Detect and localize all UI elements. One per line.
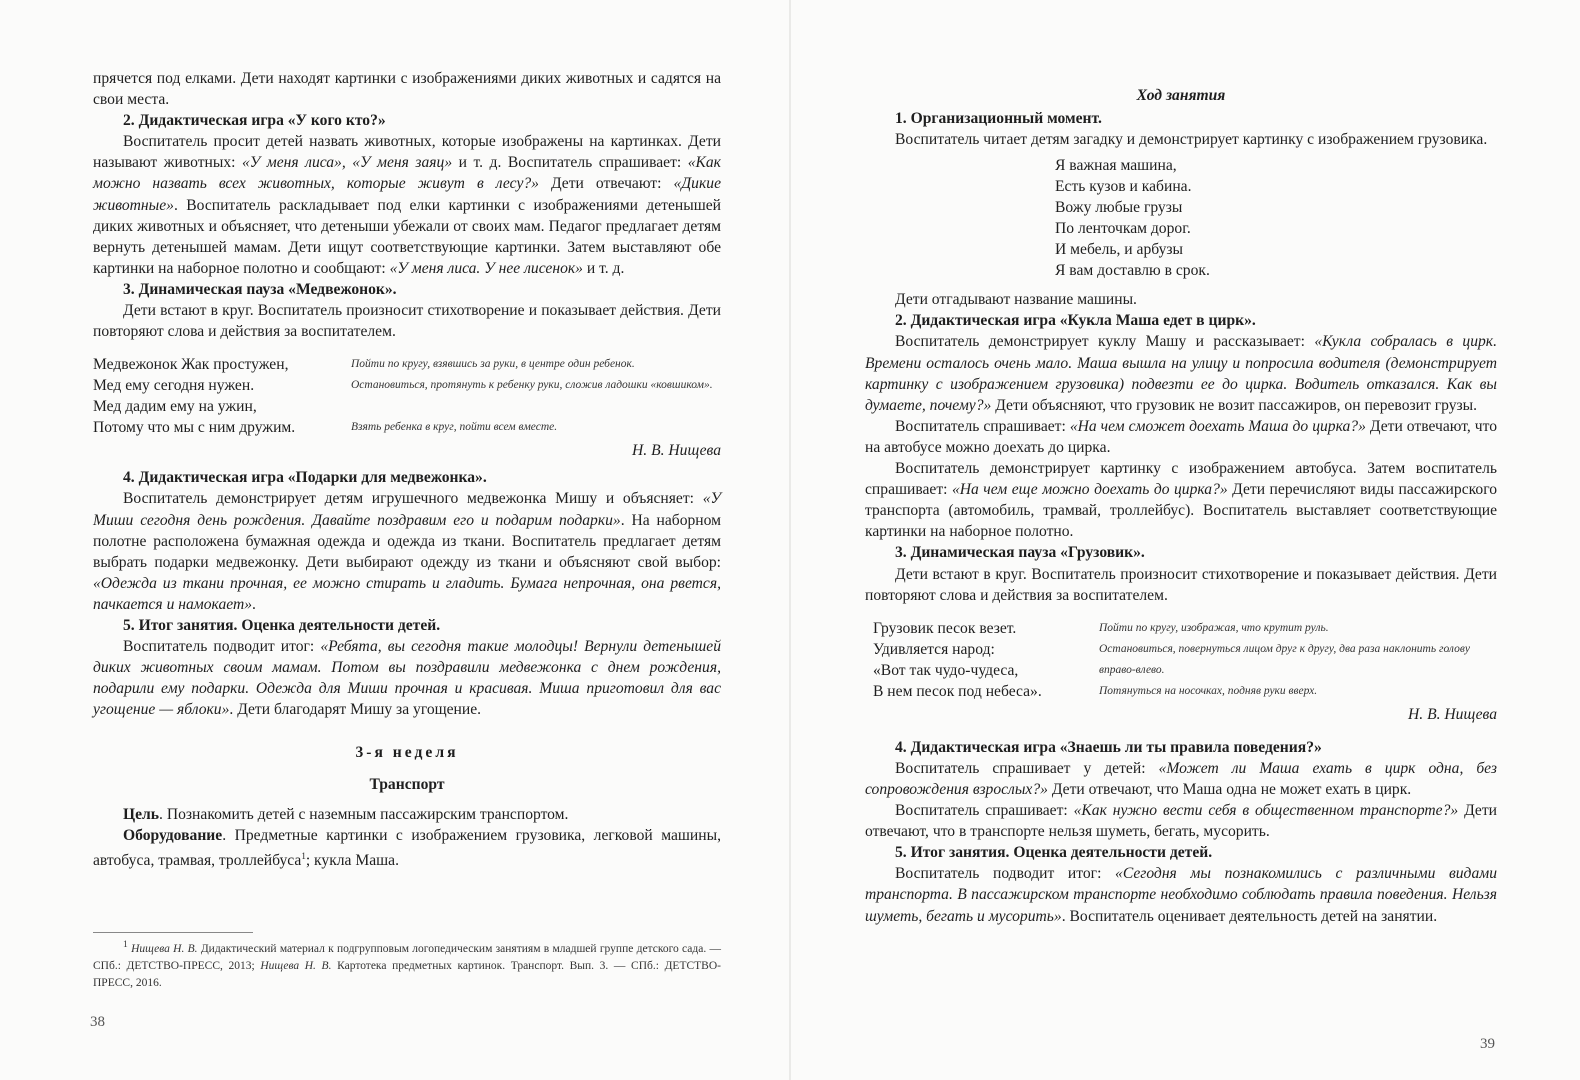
poem-action: Взять ребенка в круг, пойти всем вместе.	[351, 421, 558, 434]
poem-action: Пойти по кругу, взявшись за руки, в центре один ребенок.	[351, 358, 635, 371]
week-heading: 3-я неделя	[355, 744, 459, 762]
paragraph-pause-intro: Дети встают в круг. Воспитатель произносит стихотворение и показывает действия. Дети повторяют слова и действия за воспитателем.	[93, 302, 721, 341]
poem-line: Медвежонок Жак простужен,	[93, 356, 289, 374]
poem-action: Пойти по кругу, изображая, что крутит руль.	[1099, 621, 1329, 634]
section-heading-4-right: 4. Дидактическая игра «Знаешь ли ты правила поведения?»	[895, 738, 1322, 756]
riddle-line: Есть кузов и кабина.	[1055, 178, 1192, 196]
section-heading-2-right: 2. Дидактическая игра «Кукла Маша едет в цирк».	[895, 312, 1256, 330]
paragraph-bus: Воспитатель демонстрирует картинку с изображением автобуса. Затем воспитатель спрашивает: «На чем еще можно доехать до цирка?» Дети перечисляют виды пассажирского транспорта (автомобиль, трамвай, троллейбус). Воспитатель выставляет соответствующие картинки на наборное полотно.	[865, 460, 1497, 541]
poem-table-truck	[873, 618, 1497, 702]
poem-row	[93, 354, 721, 375]
poem-row	[873, 681, 1497, 702]
paragraph-behavior-2: Воспитатель спрашивает: «Как нужно вести себя в общественном транспорте?» Дети отвечают, что в транспорте нельзя шуметь, бегать, мусорить.	[865, 802, 1497, 841]
paragraph-summary: Воспитатель подводит итог: «Ребята, вы сегодня такие молодцы! Вернули детенышей диких животных своим мамам. Потом вы поздравили медвежонка с днем рождения, подарили ему подарки. Одежда для Миши прочная и красивая. Миша приготовил для вас угощение — яблоки». Дети благодарят Мишу за угощение.	[93, 638, 721, 719]
poem-line: Потому что мы с ним дружим.	[93, 419, 296, 437]
riddle-line: Я важная машина,	[1055, 157, 1177, 175]
paragraph-pause-intro-right: Дети встают в круг. Воспитатель произносит стихотворение и показывает действия. Дети повторяют слова и действия за воспитателем.	[865, 565, 1497, 604]
riddle-line: Вожу любые грузы	[1055, 199, 1183, 217]
poem-action: Остановиться, протянуть к ребенку руки, сложив ладошки «ковшиком».	[351, 379, 713, 392]
poem-line: Удивляется народ:	[873, 640, 995, 658]
poem-row	[93, 417, 721, 438]
right-text-column	[865, 85, 1497, 927]
goal-paragraph: Цель. Познакомить детей с наземным пассажирским транспортом.	[123, 805, 569, 823]
poem-table-bear	[93, 354, 721, 438]
paragraph-riddle-intro: Воспитатель читает детям загадку и демонстрирует картинку с изображением грузовика.	[895, 131, 1488, 149]
poem-line: В нем песок под небеса».	[873, 682, 1042, 700]
poem-line: Мед ему сегодня нужен.	[93, 377, 255, 395]
riddle-line: По ленточкам дорог.	[1055, 220, 1191, 238]
section-heading-2: 2. Дидактическая игра «У кого кто?»	[123, 112, 386, 130]
riddle-poem	[1055, 155, 1497, 281]
poem-action: Остановиться, повернуться лицом друг к другу, два раза наклонить голову вправо-влево.	[1099, 642, 1470, 676]
section-heading-5: 5. Итог занятия. Оценка деятельности детей.	[123, 616, 441, 634]
poem-row	[873, 618, 1497, 639]
right-page	[790, 0, 1580, 1080]
equipment-paragraph: Оборудование. Предметные картинки с изображением грузовика, легковой машины, автобуса, трамвая, троллейбуса$^1$; кукла Маша.	[93, 826, 721, 869]
section-heading-5-right: 5. Итог занятия. Оценка деятельности детей.	[895, 844, 1213, 862]
riddle-line: Я вам доставлю в срок.	[1055, 262, 1210, 280]
left-text-column	[93, 68, 721, 871]
paragraph-gifts: Воспитатель демонстрирует детям игрушечного медвежонка Мишу и объясняет: «У Миши сегодня день рождения. Давайте поздравим его и подарим подарки». На наборном полотне расположена бумажная одежда и одежда из ткани. Воспитатель предлагает детям выбрать подарки медвежонку. Дети выбирают одежду из ткани и объясняют свой выбор: «Одежда из ткани прочная, ее можно стирать и гладить. Бумага непрочная, она рвется, пачкается и намокает».	[93, 490, 722, 613]
poem-line: Мед дадим ему на ужин,	[93, 398, 257, 416]
poem-row	[93, 375, 721, 396]
lesson-heading: Ход занятия	[1136, 87, 1226, 104]
footnote-text: $^1$ Нищева Н. В. Дидактический материал к подгрупповым логопедическим занятиям в младшей группе детского сада. — СПб.: ДЕТСТВО-ПРЕСС, 2013; Нищева Н. В. Картотека предметных картинок. Транспорт. Вып. 3. — СПб.: ДЕТСТВО-ПРЕСС, 2016.	[93, 939, 722, 989]
paragraph-doll-story: Воспитатель демонстрирует куклу Машу и рассказывает: «Кукла собралась в цирк. Времени осталось очень мало. Маша вышла на улицу и попросила водителя (демонстрирует картинку с изображением грузовика) подвезти ее до цирка. Водитель отказался. Как вы думаете, почему?» Дети объясняют, что грузовик не возит пассажиров, он перевозит грузы.	[865, 333, 1497, 414]
paragraph-summary-right: Воспитатель подводит итог: «Сегодня мы познакомились с различными видами транспорта. В пассажирском транспорте необходимо соблюдать правила поведения. Нельзя шуметь, бегать и мусорить». Воспитатель оценивает деятельность детей на занятии.	[865, 865, 1497, 925]
paragraph-doll-question: Воспитатель спрашивает: «На чем сможет доехать Маша до цирка?» Дети отвечают, что на автобусе можно доехать до цирка.	[865, 417, 1497, 456]
poem-row	[873, 639, 1497, 660]
poem-line: «Вот так чудо-чудеса,	[873, 661, 1019, 679]
poem-action: Потянуться на носочках, подняв руки вверх.	[1099, 684, 1318, 697]
poem-author-right: Н. В. Нищева	[1408, 705, 1497, 723]
section-heading-3: 3. Динамическая пауза «Медвежонок».	[123, 280, 397, 298]
page-number-right: 39	[1480, 1036, 1495, 1052]
paragraph-guess: Дети отгадывают название машины.	[895, 291, 1137, 309]
section-heading-1: 1. Организационный момент.	[895, 110, 1102, 128]
riddle-line: И мебель, и арбузы	[1055, 241, 1184, 259]
paragraph-intro: прячется под елками. Дети находят картинки с изображениями диких животных и садятся на свои места.	[93, 70, 721, 109]
poem-author: Н. В. Нищева	[632, 442, 721, 460]
topic-heading: Транспорт	[369, 775, 445, 793]
section-heading-3-right: 3. Динамическая пауза «Грузовик».	[895, 544, 1145, 562]
page-number-left: 38	[90, 1014, 105, 1030]
footnote	[93, 932, 721, 992]
section-heading-4: 4. Дидактическая игра «Подарки для медвежонка».	[123, 469, 487, 487]
footnote-divider	[93, 932, 253, 933]
paragraph-behavior-1: Воспитатель спрашивает у детей: «Может ли Маша ехать в цирк одна, без сопровождения взрослых?» Дети отвечают, что Маша одна не может ехать в цирк.	[865, 759, 1497, 798]
paragraph-game-who-has: Воспитатель просит детей назвать животных, которые изображены на картинках. Дети называют животных: «У меня лиса», «У меня заяц» и т. д. Воспитатель спрашивает: «Как можно назвать всех животных, которые живут в лесу?» Дети отвечают: «Дикие животные». Воспитатель раскладывает под елки картинки с изображениями детенышей диких животных и объясняет, что детеныши убежали от своих мам. Педагог предлагает детям вернуть детенышей мамам. Дети ищут соответствующие картинки. Затем выставляют обе картинки на наборное полотно и сообщают: «У меня лиса. У нее лисенок» и т. д.	[93, 133, 721, 277]
poem-line: Грузовик песок везет.	[873, 619, 1017, 637]
